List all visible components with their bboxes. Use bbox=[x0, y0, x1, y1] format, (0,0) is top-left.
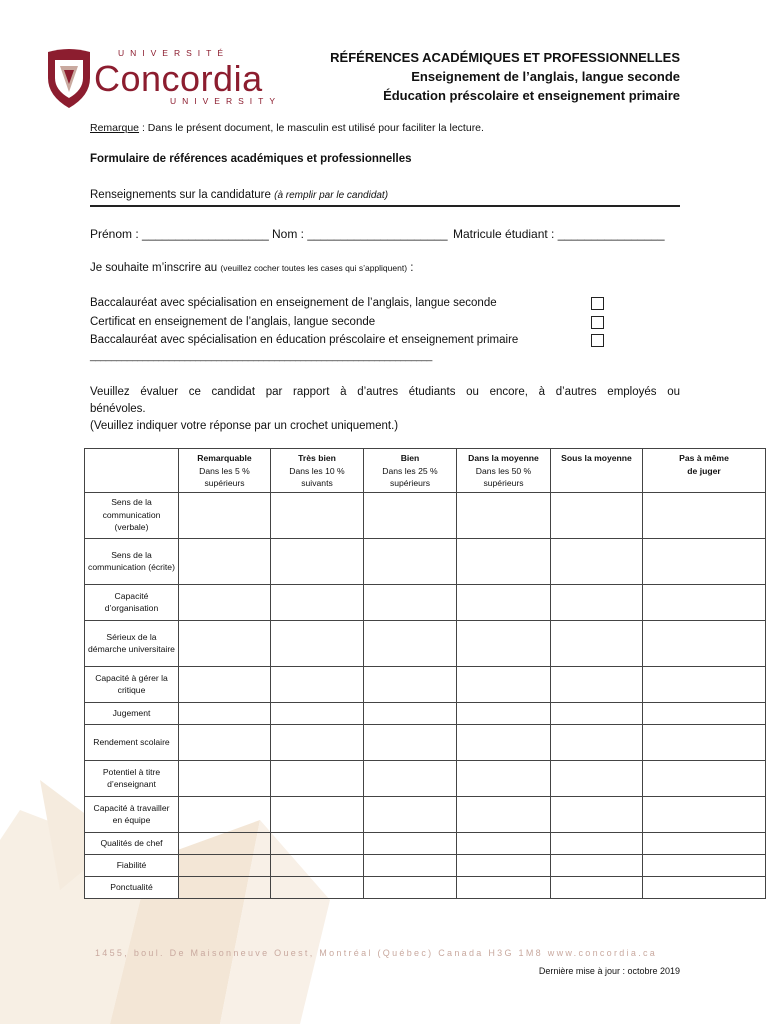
rating-cell[interactable] bbox=[551, 760, 643, 796]
rating-cell[interactable] bbox=[551, 492, 643, 538]
divider-line: _________________________________________________________________ bbox=[90, 351, 432, 362]
rating-cell[interactable] bbox=[457, 876, 551, 898]
column-header: Sous la moyenne bbox=[551, 449, 643, 493]
rating-cell[interactable] bbox=[457, 832, 551, 854]
rating-cell[interactable] bbox=[643, 620, 766, 666]
rating-cell[interactable] bbox=[271, 724, 364, 760]
rating-cell[interactable] bbox=[364, 620, 457, 666]
table-row bbox=[85, 620, 766, 666]
section-heading bbox=[90, 189, 388, 201]
rating-cell[interactable] bbox=[179, 796, 271, 832]
rating-cell[interactable] bbox=[271, 538, 364, 584]
criterion-label: Capacité à gérer la critique bbox=[85, 666, 179, 702]
program-option: Baccalauréat avec spécialisation en enseignement de l’anglais, langue seconde bbox=[90, 297, 497, 309]
rating-cell[interactable] bbox=[643, 538, 766, 584]
note-label: Remarque bbox=[90, 122, 140, 134]
last-name-field[interactable]: Nom : _____________________ bbox=[272, 227, 448, 241]
table-row bbox=[85, 796, 766, 832]
student-id-field[interactable]: Matricule étudiant : ________________ bbox=[453, 227, 665, 241]
rating-cell[interactable] bbox=[551, 724, 643, 760]
rating-cell[interactable] bbox=[271, 702, 364, 724]
inscription-prompt bbox=[90, 262, 413, 274]
rating-cell[interactable] bbox=[551, 796, 643, 832]
rating-cell[interactable] bbox=[179, 666, 271, 702]
column-header: Très bien Dans les 10 % suivants bbox=[271, 449, 364, 493]
section-subtitle: (à remplir par le candidat) bbox=[274, 190, 389, 201]
rating-cell[interactable] bbox=[457, 492, 551, 538]
note-text: : Dans le présent document, le masculin est utilisé pour faciliter la lecture. bbox=[139, 122, 484, 134]
criterion-label: Potentiel à titre d’enseignant bbox=[85, 760, 179, 796]
rating-cell[interactable] bbox=[457, 760, 551, 796]
criterion-label: Ponctualité bbox=[85, 876, 179, 898]
column-header: Remarquable Dans les 5 % supérieurs bbox=[179, 449, 271, 493]
rating-cell[interactable] bbox=[179, 876, 271, 898]
rating-cell[interactable] bbox=[457, 724, 551, 760]
rating-cell[interactable] bbox=[271, 832, 364, 854]
rating-cell[interactable] bbox=[551, 854, 643, 876]
rating-cell[interactable] bbox=[551, 666, 643, 702]
criterion-label: Capacité à travailler en équipe bbox=[85, 796, 179, 832]
first-name-field[interactable]: Prénom : ___________________ bbox=[90, 227, 269, 241]
rating-cell[interactable] bbox=[364, 584, 457, 620]
rating-cell[interactable] bbox=[179, 724, 271, 760]
rating-cell[interactable] bbox=[643, 492, 766, 538]
table-row bbox=[85, 538, 766, 584]
table-row bbox=[85, 760, 766, 796]
rating-cell[interactable] bbox=[643, 854, 766, 876]
table-row bbox=[85, 724, 766, 760]
section-rule bbox=[90, 205, 680, 207]
table-row bbox=[85, 584, 766, 620]
rating-cell[interactable] bbox=[643, 876, 766, 898]
rating-cell[interactable] bbox=[551, 876, 643, 898]
rating-cell[interactable] bbox=[364, 492, 457, 538]
rating-cell[interactable] bbox=[179, 702, 271, 724]
criterion-label: Capacité d’organisation bbox=[85, 584, 179, 620]
program-option: Certificat en enseignement de l’anglais, langue seconde bbox=[90, 316, 376, 328]
criterion-label: Qualités de chef bbox=[85, 832, 179, 854]
rating-cell[interactable] bbox=[364, 702, 457, 724]
rating-cell[interactable] bbox=[179, 492, 271, 538]
column-header: Dans la moyenne Dans les 50 % supérieurs bbox=[457, 449, 551, 493]
last-updated: Dernière mise à jour : octobre 2019 bbox=[538, 966, 680, 976]
criterion-label: Rendement scolaire bbox=[85, 724, 179, 760]
table-row bbox=[85, 666, 766, 702]
rating-cell[interactable] bbox=[643, 832, 766, 854]
rating-cell[interactable] bbox=[179, 620, 271, 666]
concordia-logo bbox=[46, 46, 286, 112]
rating-cell[interactable] bbox=[364, 760, 457, 796]
rating-cell[interactable] bbox=[271, 854, 364, 876]
table-header-row bbox=[85, 449, 766, 493]
criterion-label: Fiabilité bbox=[85, 854, 179, 876]
rating-cell[interactable] bbox=[364, 666, 457, 702]
shield-icon bbox=[46, 48, 92, 110]
rating-cell[interactable] bbox=[271, 760, 364, 796]
rating-cell[interactable] bbox=[271, 620, 364, 666]
rating-cell[interactable] bbox=[551, 584, 643, 620]
rating-cell[interactable] bbox=[364, 796, 457, 832]
program-checkbox[interactable] bbox=[591, 297, 604, 310]
rating-cell[interactable] bbox=[271, 584, 364, 620]
rating-cell[interactable] bbox=[551, 620, 643, 666]
footer-address: 1455, boul. De Maisonneuve Ouest, Montréal (Québec) Canada H3G 1M8 www.concordia.ca bbox=[95, 948, 658, 958]
rating-cell[interactable] bbox=[457, 666, 551, 702]
rating-cell[interactable] bbox=[179, 760, 271, 796]
table-row bbox=[85, 876, 766, 898]
table-row bbox=[85, 854, 766, 876]
rating-cell[interactable] bbox=[179, 854, 271, 876]
rating-cell[interactable] bbox=[643, 584, 766, 620]
rating-cell[interactable] bbox=[179, 584, 271, 620]
rating-cell[interactable] bbox=[457, 584, 551, 620]
instructions-line2: bénévoles. bbox=[90, 403, 146, 415]
column-header: Pas à même de juger bbox=[643, 449, 766, 493]
table-row bbox=[85, 492, 766, 538]
doc-title-line3: Éducation préscolaire et enseignement primaire bbox=[383, 88, 680, 103]
criterion-label: Sens de la communication (verbale) bbox=[85, 492, 179, 538]
criterion-label: Jugement bbox=[85, 702, 179, 724]
rating-cell[interactable] bbox=[551, 538, 643, 584]
rating-cell[interactable] bbox=[364, 876, 457, 898]
logo-top-line: UNIVERSITÉ bbox=[118, 48, 230, 58]
rating-table bbox=[84, 448, 766, 899]
section-title: Renseignements sur la candidature bbox=[90, 189, 275, 201]
rating-cell[interactable] bbox=[457, 620, 551, 666]
criterion-label: Sens de la communication (écrite) bbox=[85, 538, 179, 584]
rating-cell[interactable] bbox=[457, 796, 551, 832]
rating-cell[interactable] bbox=[643, 702, 766, 724]
rating-cell[interactable] bbox=[551, 832, 643, 854]
program-checkbox[interactable] bbox=[591, 334, 604, 347]
rating-cell[interactable] bbox=[643, 796, 766, 832]
doc-title-line1: RÉFÉRENCES ACADÉMIQUES ET PROFESSIONNELLES bbox=[330, 50, 680, 65]
rating-cell[interactable] bbox=[364, 538, 457, 584]
doc-title-line2: Enseignement de l’anglais, langue seconde bbox=[411, 69, 680, 84]
note bbox=[90, 122, 484, 134]
table-row bbox=[85, 702, 766, 724]
logo-name: Concordia bbox=[94, 58, 263, 99]
column-header: Bien Dans les 25 % supérieurs bbox=[364, 449, 457, 493]
inscription-hint: (veuillez cocher toutes les cases qui s’appliquent) bbox=[220, 263, 408, 273]
rating-cell[interactable] bbox=[271, 492, 364, 538]
logo-bottom-line: UNIVERSITY bbox=[170, 96, 282, 106]
inscription-label: Je souhaite m’inscrire au bbox=[90, 262, 221, 274]
rating-cell[interactable] bbox=[551, 702, 643, 724]
criteria-header-cell bbox=[85, 449, 179, 493]
rating-cell[interactable] bbox=[457, 854, 551, 876]
rating-cell[interactable] bbox=[364, 724, 457, 760]
instructions-line1: Veuillez évaluer ce candidat par rapport à d’autres étudiants ou encore, à d’autres employés ou bbox=[90, 386, 680, 398]
rating-cell[interactable] bbox=[457, 702, 551, 724]
rating-cell[interactable] bbox=[364, 854, 457, 876]
rating-cell[interactable] bbox=[643, 760, 766, 796]
rating-cell[interactable] bbox=[457, 538, 551, 584]
rating-cell[interactable] bbox=[179, 538, 271, 584]
inscription-colon: : bbox=[407, 262, 414, 274]
rating-cell[interactable] bbox=[271, 876, 364, 898]
rating-cell[interactable] bbox=[643, 724, 766, 760]
rating-cell[interactable] bbox=[179, 832, 271, 854]
rating-cell[interactable] bbox=[271, 796, 364, 832]
program-checkbox[interactable] bbox=[591, 316, 604, 329]
rating-cell[interactable] bbox=[364, 832, 457, 854]
instructions-line3: (Veuillez indiquer votre réponse par un crochet uniquement.) bbox=[90, 420, 399, 432]
criterion-label: Sérieux de la démarche universitaire bbox=[85, 620, 179, 666]
program-option: Baccalauréat avec spécialisation en éducation préscolaire et enseignement primaire bbox=[90, 334, 519, 346]
table-row bbox=[85, 832, 766, 854]
form-title: Formulaire de références académiques et professionnelles bbox=[90, 153, 412, 165]
rating-cell[interactable] bbox=[643, 666, 766, 702]
rating-cell[interactable] bbox=[271, 666, 364, 702]
